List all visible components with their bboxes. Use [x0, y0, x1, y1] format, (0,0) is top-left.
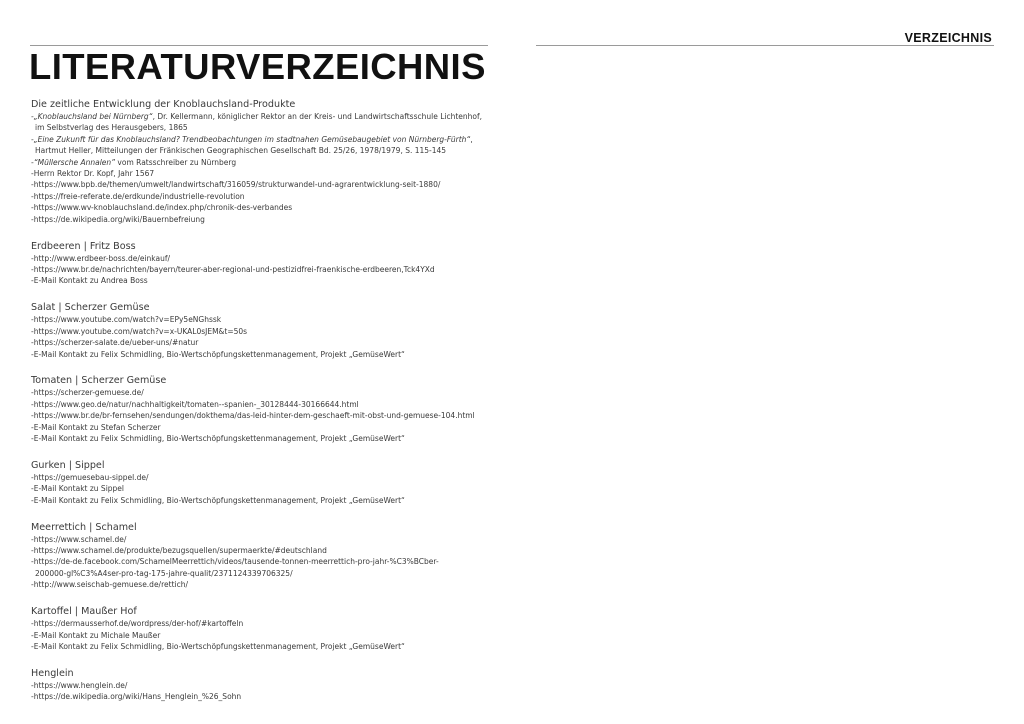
reference-entry	[31, 630, 501, 641]
reference-entry[interactable]	[31, 337, 501, 348]
bibliography-section	[31, 301, 501, 360]
reference-entry[interactable]	[31, 534, 501, 545]
reference-text: , Dr. Kellermann, königlicher Rektor an der Kreis- und Landwirtschaftsschule Lichtenhof,	[152, 112, 483, 121]
reference-text[interactable]: -https://www.br.de/nachrichten/bayern/teurer-aber-regional-und-pestizidfrei-fraenkische-erdbeeren,Tck4YXd	[31, 264, 435, 274]
bibliography-section	[31, 605, 501, 652]
reference-text: im Selbstverlag des Herausgebers, 1865	[35, 123, 188, 133]
reference-entry[interactable]	[31, 253, 501, 264]
reference-entry	[31, 134, 501, 145]
reference-text[interactable]: -https://de.wikipedia.org/wiki/Bauernbefreiung	[31, 214, 205, 224]
reference-entry	[31, 422, 501, 433]
section-heading: Erdbeeren | Fritz Boss	[31, 240, 136, 252]
reference-entry	[31, 275, 501, 286]
section-heading: Kartoffel | Maußer Hof	[31, 606, 137, 618]
reference-entry[interactable]	[31, 191, 501, 202]
reference-title: -„Knoblauchsland bei Nürnberg“	[31, 112, 153, 121]
reference-text[interactable]: -https://de-de.facebook.com/SchamelMeerrettich/videos/tausende-tonnen-meerrettich-pro-jahr-%C3%BCber-	[31, 557, 439, 567]
reference-text[interactable]: -https://www.schamel.de/	[31, 534, 127, 544]
reference-text[interactable]: -http://www.erdbeer-boss.de/einkauf/	[31, 253, 171, 263]
reference-text[interactable]: -https://www.geo.de/natur/nachhaltigkeit/tomaten--spanien-_30128444-30166644.html	[31, 399, 359, 409]
reference-entry	[31, 495, 501, 506]
reference-entry	[31, 168, 501, 179]
reference-entry[interactable]	[31, 314, 501, 325]
reference-text[interactable]: -http://www.seischab-gemuese.de/rettich/	[31, 580, 188, 590]
section-heading: Salat | Scherzer Gemüse	[31, 302, 150, 314]
reference-entry[interactable]	[31, 556, 501, 567]
reference-entry[interactable]	[31, 399, 501, 410]
bibliography-section	[31, 667, 501, 703]
section-heading: Meerrettich | Schamel	[31, 521, 137, 533]
section-label: VERZEICHNIS	[904, 31, 992, 45]
reference-text: -E-Mail Kontakt zu Andrea Boss	[31, 276, 148, 286]
reference-text[interactable]: -https://scherzer-salate.de/ueber-uns/#natur	[31, 338, 199, 348]
reference-text: 200000-gl%C3%A4ser-pro-tag-175-jahre-qualit/2371124339706325/	[35, 568, 293, 578]
reference-entry	[31, 145, 501, 156]
bibliography-list	[31, 98, 501, 717]
reference-entry	[31, 483, 501, 494]
reference-text: -E-Mail Kontakt zu Felix Schmidling, Bio-Wertschöpfungskettenmanagement, Projekt „GemüseWert“	[31, 495, 405, 505]
section-heading: Henglein	[31, 667, 74, 679]
reference-entry[interactable]	[31, 545, 501, 556]
reference-title: -“Müllersche Annalen”	[31, 157, 116, 167]
bibliography-section	[31, 240, 501, 287]
reference-entry[interactable]	[31, 579, 501, 590]
reference-title: -„Eine Zukunft für das Knoblauchsland? Trendbeobachtungen im stadtnahen Gemüsebaugebiet von Nürnberg-Fürth“	[31, 134, 471, 144]
reference-text[interactable]: -https://www.youtube.com/watch?v=x-UKAL0sJEM&t=50s	[31, 326, 248, 336]
reference-text: -E-Mail Kontakt zu Felix Schmidling, Bio-Wertschöpfungskettenmanagement, Projekt „GemüseWert“	[31, 642, 405, 651]
reference-text: ,	[470, 134, 473, 144]
reference-entry[interactable]	[31, 326, 501, 337]
reference-entry[interactable]	[31, 680, 501, 691]
reference-text[interactable]: -https://www.wv-knoblauchsland.de/index.php/chronik-des-verbandes	[31, 203, 293, 213]
reference-entry[interactable]	[31, 472, 501, 483]
reference-text: -E-Mail Kontakt zu Felix Schmidling, Bio-Wertschöpfungskettenmanagement, Projekt „GemüseWert“	[31, 434, 405, 444]
reference-text[interactable]: -https://www.youtube.com/watch?v=EPy5eNGhssk	[31, 315, 222, 325]
reference-entry[interactable]	[31, 618, 501, 629]
reference-entry	[31, 122, 501, 133]
header-rule-right	[536, 45, 994, 46]
bibliography-section	[31, 98, 501, 225]
reference-text[interactable]: -https://www.henglein.de/	[31, 680, 128, 690]
reference-entry	[31, 641, 501, 652]
bibliography-section	[31, 374, 501, 444]
reference-text: -Herrn Rektor Dr. Kopf, Jahr 1567	[31, 169, 155, 179]
bibliography-section	[31, 459, 501, 506]
reference-entry	[31, 568, 501, 579]
page-title: LITERATURVERZEICHNIS	[29, 46, 486, 87]
reference-text: -E-Mail Kontakt zu Stefan Scherzer	[31, 422, 161, 432]
reference-text[interactable]: -https://gemuesebau-sippel.de/	[31, 472, 149, 482]
reference-text[interactable]: -https://de.wikipedia.org/wiki/Hans_Henglein_%26_Sohn	[31, 692, 242, 702]
reference-entry	[31, 433, 501, 444]
reference-text[interactable]: -https://www.schamel.de/produkte/bezugsquellen/supermaerkte/#deutschland	[31, 546, 327, 556]
reference-entry[interactable]	[31, 691, 501, 702]
reference-entry[interactable]	[31, 214, 501, 225]
reference-text[interactable]: -https://www.br.de/br-fernsehen/sendungen/dokthema/das-leid-hinter-dem-geschaeft-mit-obst-und-gemuese-104.html	[31, 411, 475, 421]
reference-text: vom Ratsschreiber zu Nürnberg	[115, 157, 237, 167]
reference-text[interactable]: -https://dermausserhof.de/wordpress/der-hof/#kartoffeln	[31, 619, 244, 629]
reference-text: -E-Mail Kontakt zu Felix Schmidling, Bio-Wertschöpfungskettenmanagement, Projekt „GemüseWert“	[31, 349, 405, 359]
reference-entry[interactable]	[31, 179, 501, 190]
reference-entry	[31, 111, 501, 122]
reference-text[interactable]: -https://scherzer-gemuese.de/	[31, 388, 144, 398]
reference-text[interactable]: -https://www.bpb.de/themen/umwelt/landwirtschaft/316059/strukturwandel-und-agrarentwicklung-seit-1880/	[31, 180, 441, 190]
section-heading: Tomaten | Scherzer Gemüse	[31, 375, 167, 387]
section-heading: Die zeitliche Entwicklung der Knoblauchsland-Produkte	[31, 99, 296, 110]
section-heading: Gurken | Sippel	[31, 459, 105, 471]
reference-text: -E-Mail Kontakt zu Michale Maußer	[31, 630, 161, 640]
reference-entry	[31, 349, 501, 360]
reference-text: -E-Mail Kontakt zu Sippel	[31, 484, 124, 494]
reference-entry[interactable]	[31, 202, 501, 213]
reference-entry	[31, 157, 501, 168]
bibliography-section	[31, 521, 501, 591]
reference-text[interactable]: -https://freie-referate.de/erdkunde/industrielle-revolution	[31, 191, 245, 201]
reference-entry[interactable]	[31, 387, 501, 398]
reference-entry[interactable]	[31, 410, 501, 421]
reference-text: Hartmut Heller, Mitteilungen der Fränkischen Geographischen Gesellschaft Bd. 25/26, 1978/1979, S. 115-145	[35, 146, 447, 156]
reference-entry[interactable]	[31, 264, 501, 275]
